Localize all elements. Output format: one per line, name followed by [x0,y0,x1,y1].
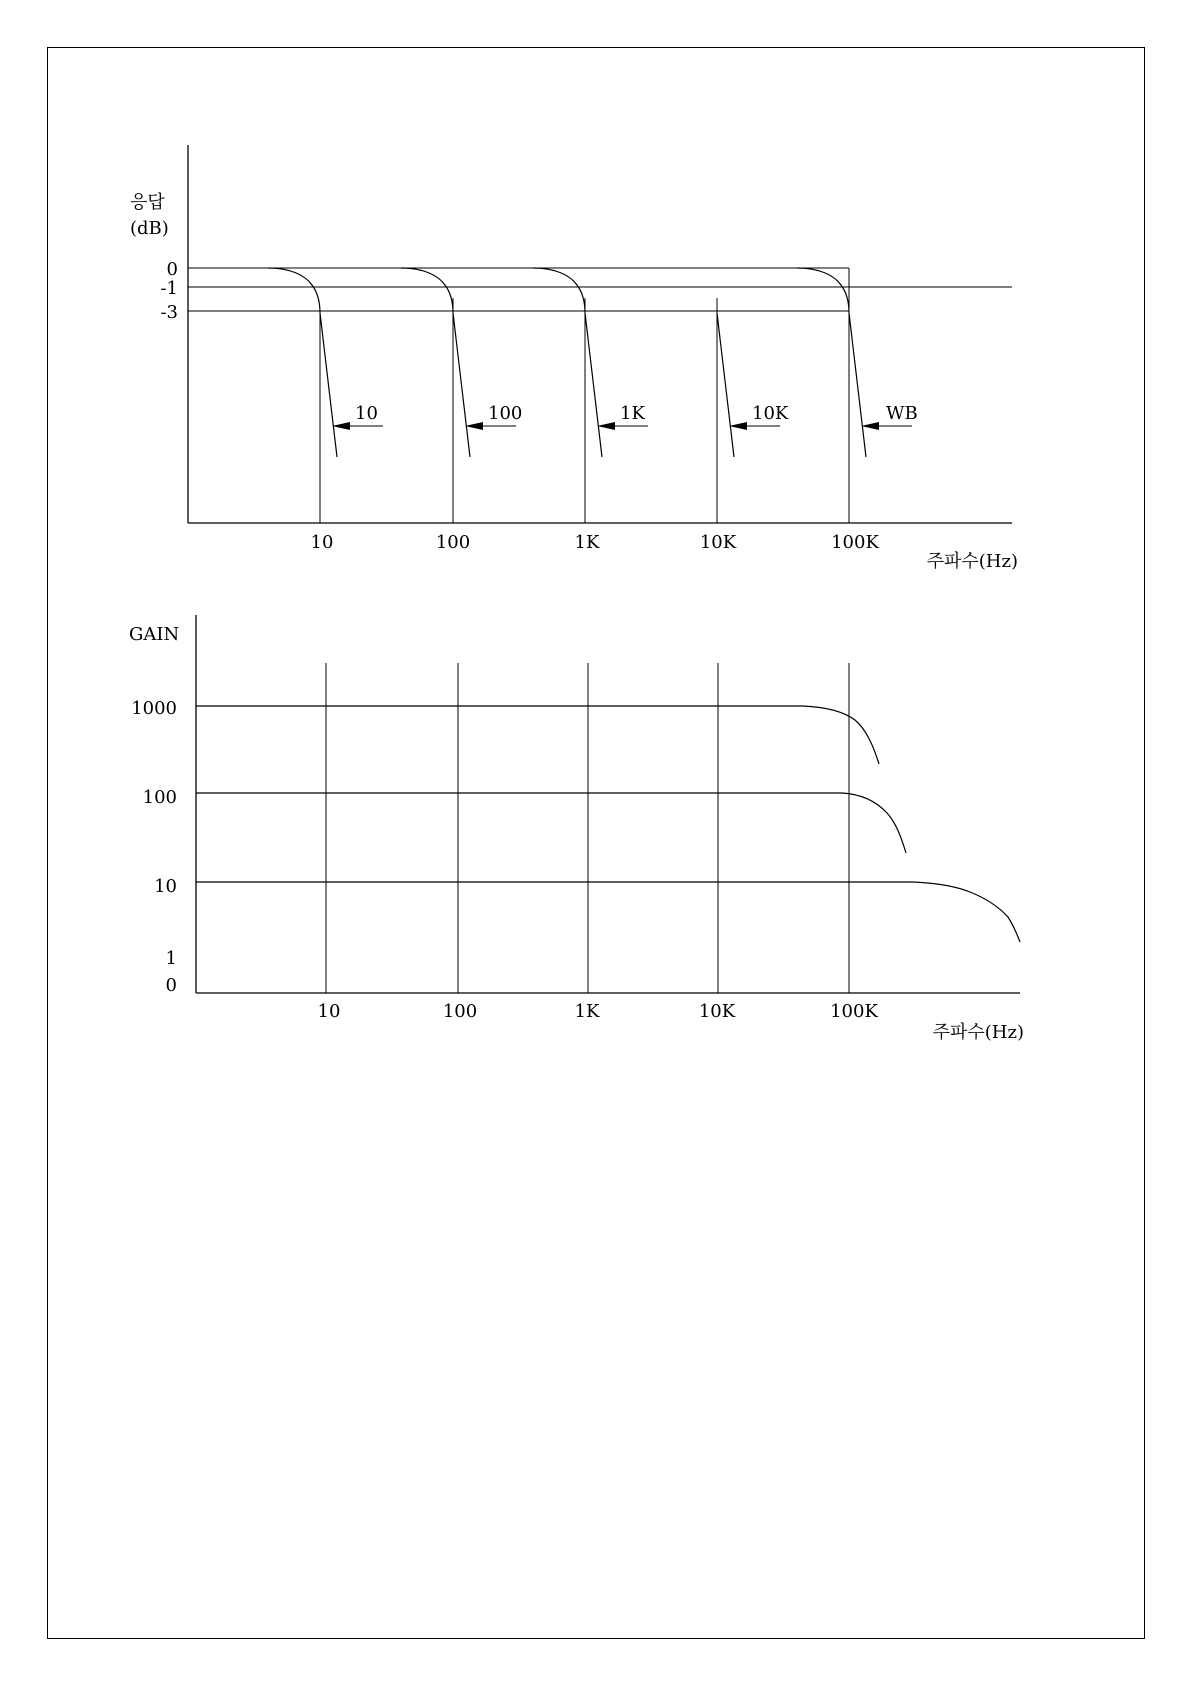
gain-curve-100 [196,793,906,853]
response-xtick-label: 1K [574,532,600,553]
rolloff-curve-1k [533,268,602,457]
response-ylabel-line1: 응답 [130,192,165,213]
gain-xtick-label: 1K [574,1001,600,1022]
response-ylabel-line2: (dB) [130,218,169,239]
response-xtick-label: 10K [699,532,737,553]
response-ytick-label: -3 [160,302,178,323]
response-xlabel: 주파수(Hz) [926,551,1018,572]
gain-ylabel: GAIN [129,624,180,645]
gain-curve-10 [196,882,1020,942]
gain-xtick-label: 100K [830,1001,878,1022]
gain-ytick-label: 1 [165,948,177,969]
gain-xtick-label: 10K [698,1001,736,1022]
rolloff-curve-10k [717,313,734,457]
response-xtick-label: 10 [310,532,334,553]
gain-ytick-label: 10 [154,876,177,897]
series-label-1k: 1K [620,403,645,424]
series-label-10k: 10K [752,403,789,424]
response-chart [130,145,1018,572]
rolloff-curve-100 [401,268,470,457]
gain-ytick-label: 100 [142,787,177,808]
series-label-10: 10 [355,403,378,424]
gain-xtick-label: 100 [442,1001,478,1022]
series-label-100: 100 [488,403,523,424]
gain-curve-1000 [196,706,879,764]
gain-xtick-label: 10 [317,1001,341,1022]
gain-chart [129,615,1024,1043]
response-ytick-label: -1 [160,278,178,299]
rolloff-curve-wb [797,268,866,457]
gain-xlabel: 주파수(Hz) [932,1022,1024,1043]
series-label-wb: WB [886,403,918,424]
rolloff-curve-10 [268,268,337,457]
gain-ytick-label: 0 [165,975,177,996]
gain-ytick-label: 1000 [131,698,177,719]
response-ytick-label: 0 [166,259,178,280]
response-xtick-label: 100K [831,532,879,553]
response-xtick-label: 100 [435,532,471,553]
